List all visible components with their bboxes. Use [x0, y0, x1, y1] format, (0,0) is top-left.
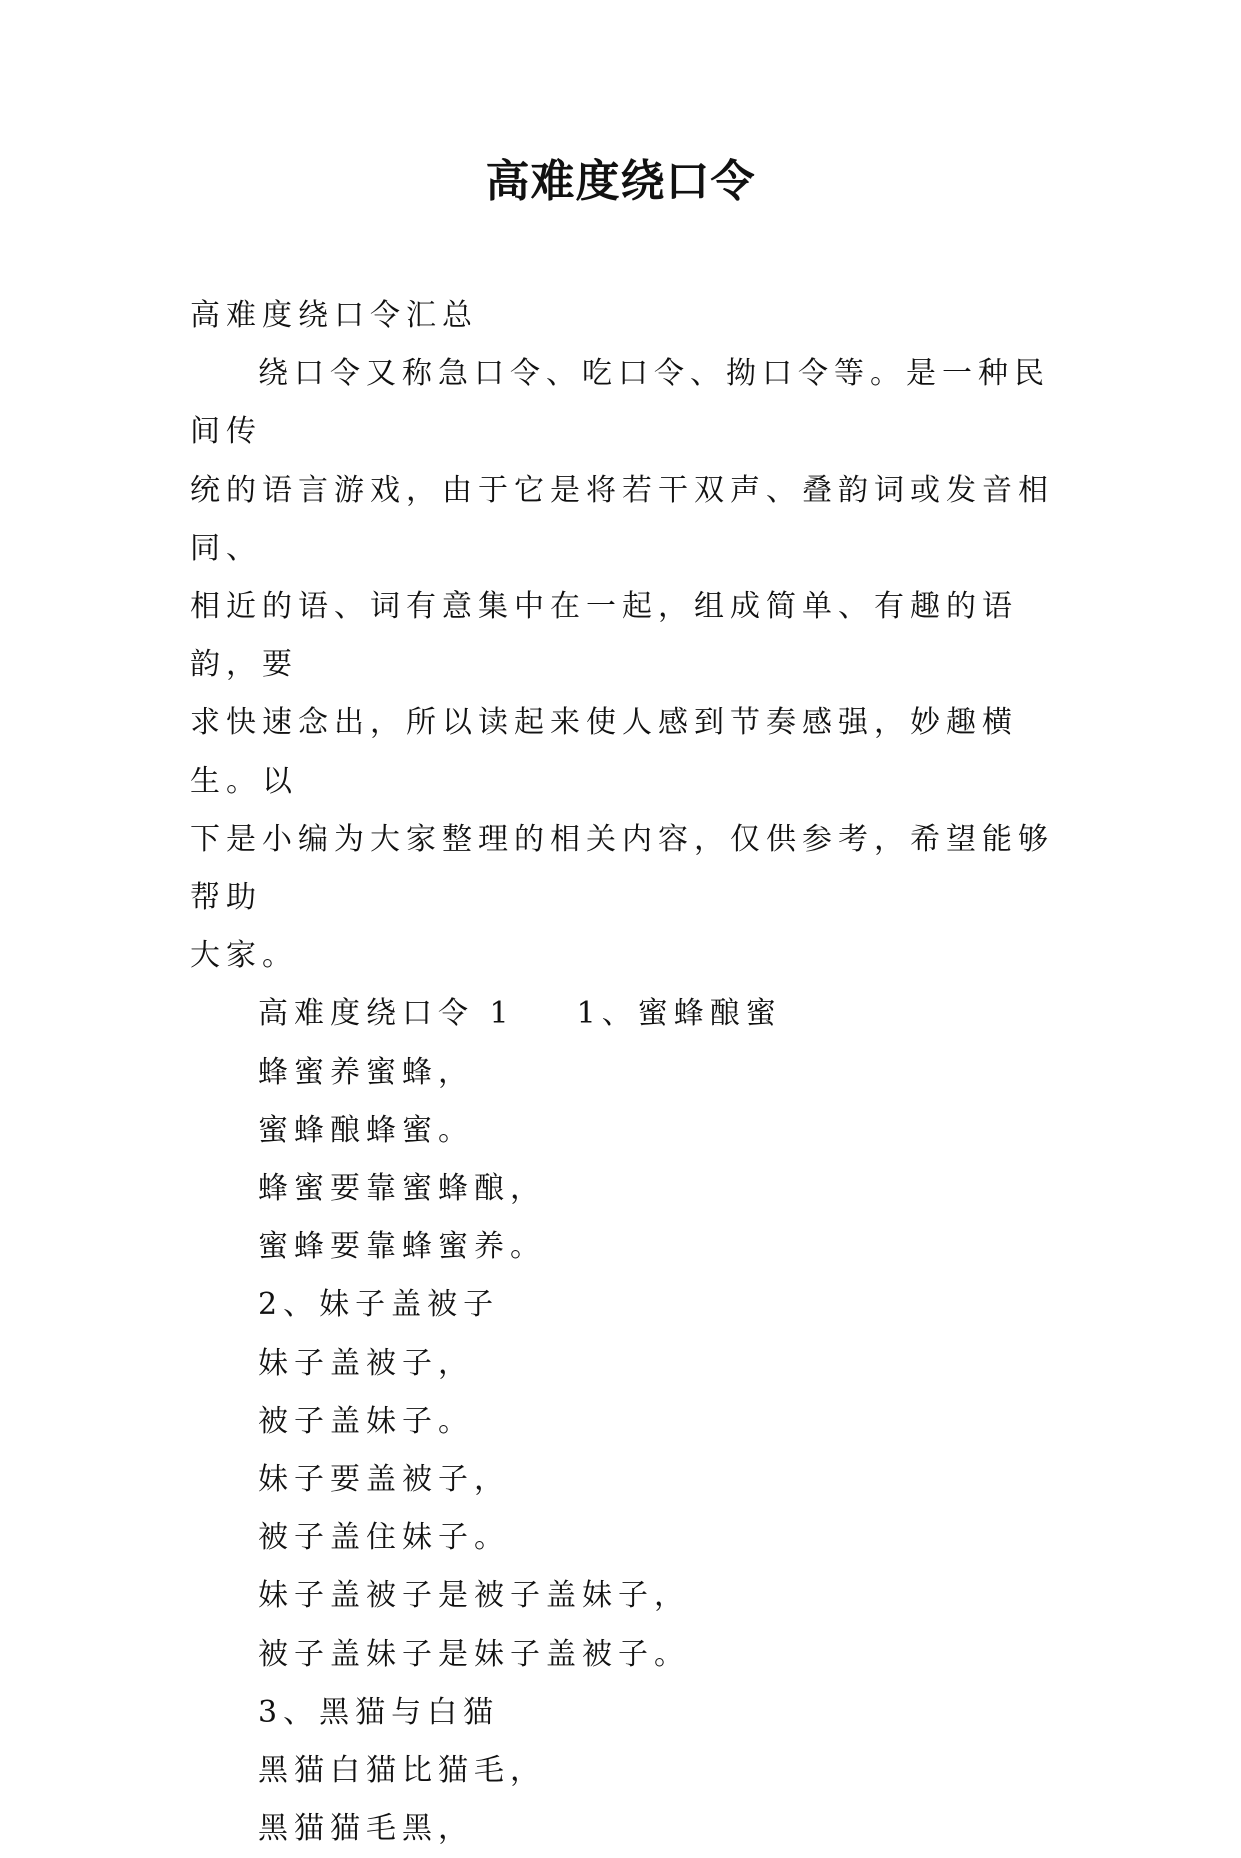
intro-line: 相近的语、词有意集中在一起，组成简单、有趣的语韵，要 [190, 589, 1018, 683]
tongue-twister-line: 蜂蜜养蜜蜂， [258, 1054, 474, 1090]
item-heading: 2、妹子盖被子 [258, 1287, 500, 1323]
section-label: 高难度绕口令 1 [258, 996, 515, 1032]
item-heading: 1、蜜蜂酿蜜 [576, 996, 782, 1032]
tongue-twister-line: 蜜蜂要靠蜂蜜养。 [258, 1229, 546, 1265]
tongue-twister-line: 黑猫猫毛黑， [258, 1811, 474, 1847]
intro-line: 下是小编为大家整理的相关内容，仅供参考，希望能够帮助 [190, 821, 1054, 916]
section-heading-line [190, 985, 1070, 1043]
tongue-twister-line: 蜂蜜要靠蜜蜂酿， [258, 1171, 546, 1207]
tongue-twister-line: 被子盖住妹子。 [258, 1520, 510, 1556]
tongue-twister-line: 被子盖妹子是妹子盖被子。 [258, 1636, 690, 1672]
tongue-twister-line: 黑猫白猫比猫毛， [258, 1753, 546, 1789]
item-heading: 3、黑猫与白猫 [258, 1694, 500, 1730]
tongue-twister-line: 妹子盖被子， [258, 1345, 474, 1381]
tongue-twister-line: 被子盖妹子。 [258, 1403, 474, 1439]
intro-paragraph [190, 345, 1070, 985]
intro-line: 大家。 [190, 938, 298, 974]
document-subtitle: 高难度绕口令汇总 [190, 298, 478, 333]
intro-line: 求快速念出，所以读起来使人感到节奏感强，妙趣横生。以 [190, 705, 1018, 799]
document-title: 高难度绕口令 [485, 156, 756, 207]
tongue-twister-line: 妹子要盖被子， [258, 1462, 510, 1498]
tongue-twister-line: 蜜蜂酿蜂蜜。 [258, 1112, 474, 1148]
intro-line: 绕口令又称急口令、吃口令、拗口令等。是一种民间传 [190, 356, 1050, 450]
document-body [190, 287, 1070, 1858]
intro-line: 统的语言游戏，由于它是将若干双声、叠韵词或发音相同、 [190, 472, 1054, 566]
tongue-twister-line: 妹子盖被子是被子盖妹子， [258, 1578, 690, 1614]
